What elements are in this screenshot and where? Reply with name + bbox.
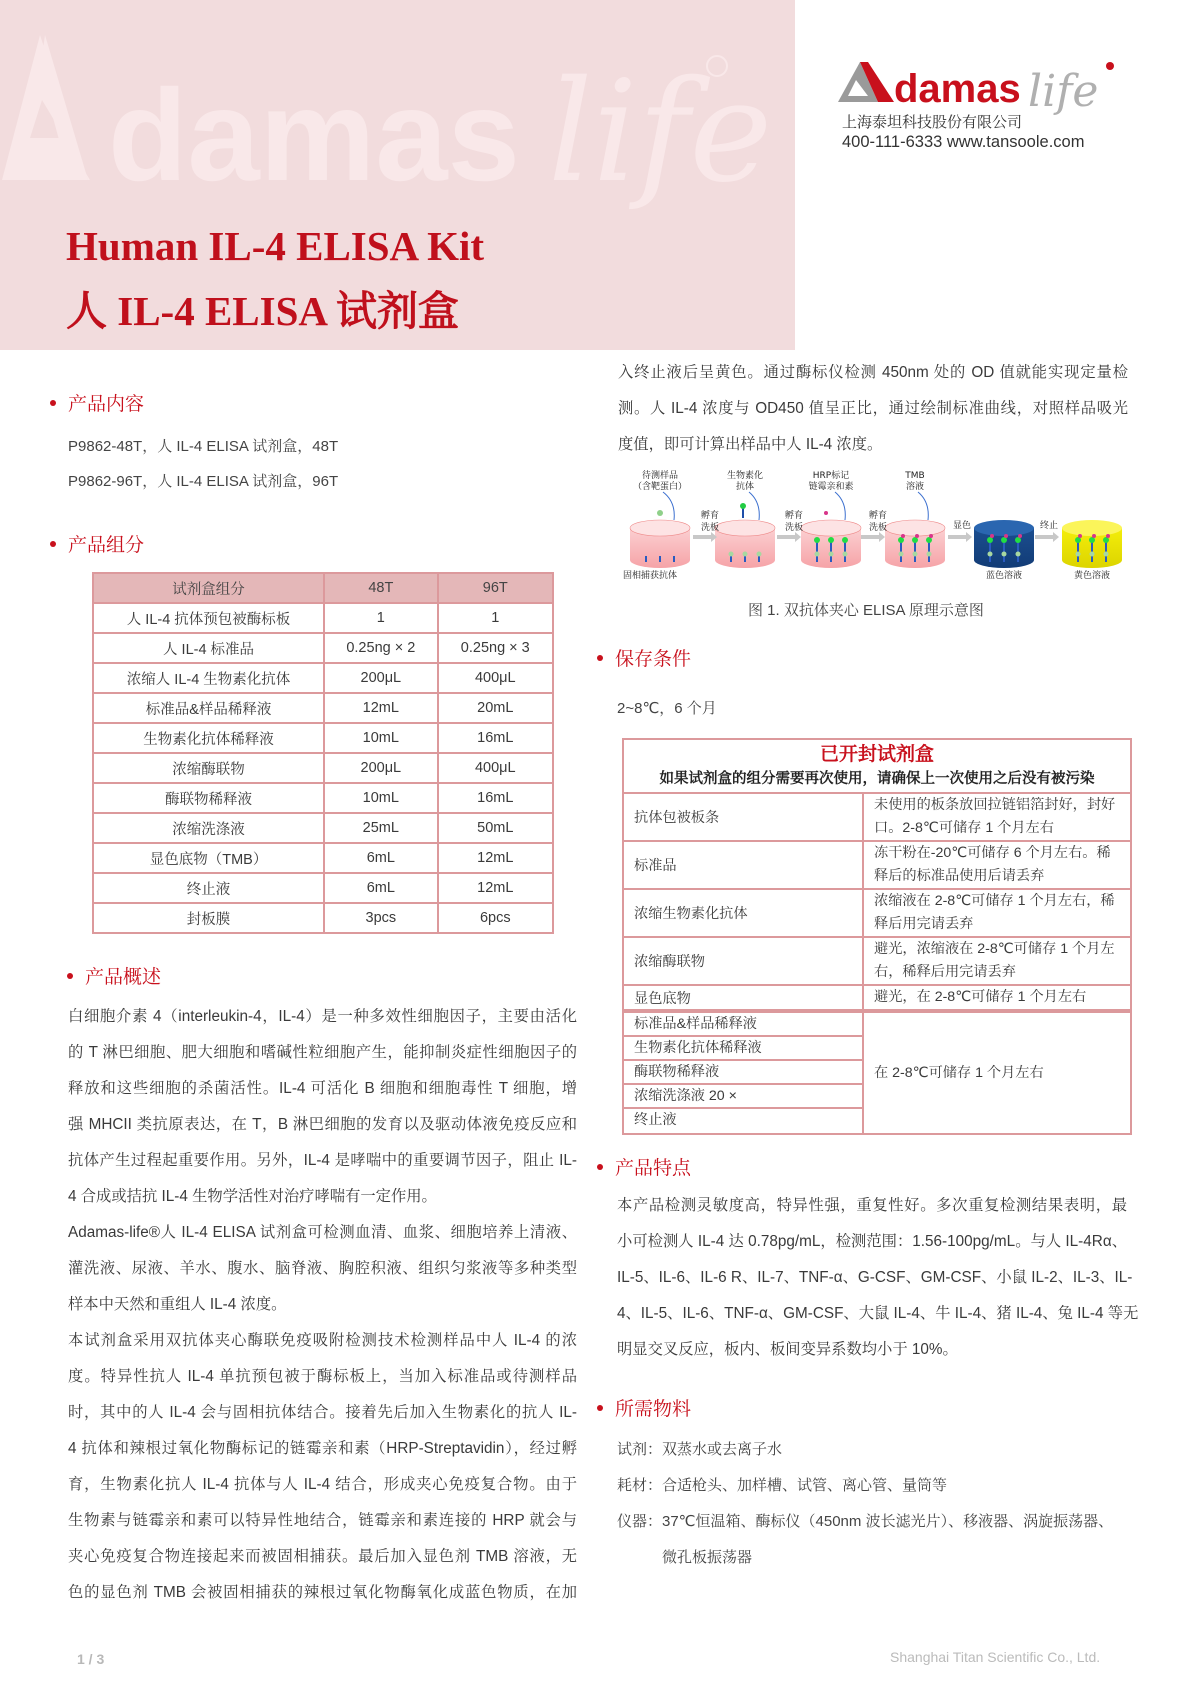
text-line: 本产品检测灵敏度高，特异性强，重复性好。多次重复检测结果表明，最 [617,1197,1127,1214]
text-line: 入终止液后呈黄色。通过酶标仪检测 450nm 处的 OD 值就能实现定量检 [618,364,1128,381]
storage-item: 终止液 [634,1112,677,1128]
table-row [93,783,553,813]
section-heading-contents [50,389,144,416]
storage-item: 生物素化抗体稀释液 [624,1037,862,1061]
storage-note: 未使用的板条放回拉链铝箔封好，封好口。2-8℃可储存 1 个月左右 [874,797,1116,836]
text-line: 4、IL-5、IL-6、TNF-α、GM-CSF、大鼠 IL-4、牛 IL-4、猪 IL-4、兔 IL-4 等无 [617,1305,1139,1322]
storage-item: 标准品 [624,842,864,888]
component-name: 人 IL-4 标准品 [93,633,324,663]
label-incubate: 孵育 [700,511,720,521]
section-title: 产品概述 [85,967,162,988]
label-wash: 洗板 [784,523,804,533]
component-name: 生物素化抗体稀释液 [93,723,324,753]
features-paragraph [617,1188,1139,1368]
label-sample-2: （含靶蛋白） [632,482,688,492]
label-incubate: 孵育 [868,511,888,521]
label-incubate: 孵育 [784,511,804,521]
component-quantity: 3pcs [324,903,437,933]
component-quantity: 16mL [438,783,553,813]
section-title: 产品内容 [68,394,145,415]
product-title-en: Human IL-4 ELISA Kit [66,223,485,269]
elisa-principle-diagram [618,470,1138,586]
text-line: 度。特异性抗人 IL-4 单抗预包被于酶标板上，当加入标准品或待测样品 [68,1368,577,1385]
text-line: 明显交叉反应，板内、板间变异系数均小于 10%。 [617,1341,958,1358]
text-line: 度值，即可计算出样品中人 IL-4 浓度。 [618,436,883,453]
figure-caption: 图 1. 双抗体夹心 ELISA 原理示意图 [748,602,984,619]
storage-group-note: 在 2-8℃可储存 1 个月左右 [874,1064,1044,1081]
materials-instruments-cont: 微孔板振荡器 [662,1549,753,1566]
label-yellow-solution: 黄色溶液 [1073,571,1111,581]
overview-paragraph-3-continued [618,355,1128,463]
overview-paragraph-2 [68,1215,577,1323]
storage-row [624,794,1130,842]
table-row [93,813,553,843]
text-line: 灌洗液、尿液、羊水、腹水、脑脊液、胸腔积液、组织匀浆液等多种类型 [68,1260,577,1277]
text-line: 生物素与链霉亲和素可以特异性地结合，链霉亲和素连接的 HRP 就会与 [68,1512,577,1529]
svg-text:damas: damas [108,62,520,208]
component-name: 封板膜 [93,903,324,933]
storage-item: 抗体包被板条 [624,794,864,840]
materials-consumables: 耗材：合适枪头、加样槽、试管、离心管、量筒等 [617,1477,948,1494]
component-quantity: 50mL [438,813,553,843]
table-row [93,723,553,753]
materials-reagent: 试剂：双蒸水或去离子水 [617,1441,783,1458]
bullet-icon [597,655,603,661]
tmb-well-icon [885,520,945,568]
arrow-icon [948,532,972,542]
component-quantity: 400μL [438,663,553,693]
text-line: 抗体产生过程起重要作用。另外，IL-4 是哮喘中的重要调节因子，阻止 IL- [68,1152,577,1169]
table-row [93,663,553,693]
label-tmb-2: 溶液 [905,482,925,492]
section-heading-materials [597,1394,691,1421]
company-name-cn: 上海泰坦科技股份有限公司 [842,114,1023,131]
component-quantity: 25mL [324,813,437,843]
target-protein-icon [657,510,663,516]
table-row [93,903,553,933]
storage-item: 显色底物 [624,986,864,1009]
bullet-icon [67,973,73,979]
text-line: 时，其中的人 IL-4 会与固相抗体结合。接着先后加入生物素化的抗人 IL- [68,1404,577,1421]
component-name: 显色底物（TMB） [93,843,324,873]
section-heading-components [50,530,144,557]
storage-item: 浓缩酶联物 [624,938,864,984]
component-name: 终止液 [93,873,324,903]
materials-instruments: 仪器：37℃恒温箱、酶标仪（450nm 波长滤光片）、移液器、涡旋振荡器、 [617,1513,1114,1530]
section-title: 保存条件 [615,649,692,670]
storage-note: 避光，在 2-8℃可储存 1 个月左右 [874,989,1087,1005]
storage-row [624,986,1130,1011]
section-heading-overview [67,962,161,989]
label-hrp-2: 链霉亲和素 [808,482,854,492]
component-name: 浓缩人 IL-4 生物素化抗体 [93,663,324,693]
arrow-icon [777,532,801,542]
bullet-icon [50,400,56,406]
label-stop: 终止 [1039,521,1059,531]
text-line: 4 合成或拮抗 IL-4 生物学活性对治疗哮喘有一定作用。 [68,1188,437,1205]
label-blue-solution: 蓝色溶液 [985,571,1023,581]
storage-table-subtitle: 如果试剂盒的组分需要再次使用，请确保上一次使用之后没有被污染 [659,771,1095,787]
component-quantity: 200μL [324,753,437,783]
svg-text:life: life [1028,66,1099,117]
text-line: 育，生物素化抗人 IL-4 抗体与人 IL-4 结合，形成夹心免疫复合物。由于 [68,1476,577,1493]
text-line: IL-5、IL-6、IL-6 R、IL-7、TNF-α、G-CSF、GM-CSF、小鼠 IL-2、IL-3、IL- [617,1269,1133,1286]
text-line: 测。人 IL-4 浓度与 OD450 值呈正比，通过绘制标准曲线，对照样品吸光 [618,400,1128,417]
section-title: 所需物料 [615,1399,692,1420]
label-wash: 洗板 [700,523,720,533]
component-quantity: 1 [438,603,553,633]
section-heading-storage [597,644,691,671]
biotin-well-icon [715,520,775,568]
storage-table-title: 已开封试剂盒 [819,744,934,765]
table-row [93,693,553,723]
label-capture: 固相捕获抗体 [622,571,678,581]
component-quantity: 12mL [438,843,553,873]
component-quantity: 200μL [324,663,437,693]
text-line: 4 抗体和辣根过氧化物酶标记的链霉亲和素（HRP-Streptavidin），经过孵 [68,1440,577,1457]
capture-well-icon [630,520,690,568]
storage-item: 浓缩生物素化抗体 [624,890,864,936]
text-line: 释放和这些细胞的杀菌活性。IL-4 可活化 B 细胞和细胞毒性 T 细胞，增 [68,1080,577,1097]
product-title-cn: 人 IL-4 ELISA 试剂盒 [66,288,460,334]
component-name: 人 IL-4 抗体预包被酶标板 [93,603,324,633]
storage-item: 酶联物稀释液 [624,1061,862,1085]
storage-group-row [624,1013,1130,1133]
component-name: 标准品&样品稀释液 [93,693,324,723]
table-row [93,873,553,903]
text-line: 色的显色剂 TMB 会被固相捕获的辣根过氧化物酶氧化成蓝色物质，在加 [68,1584,577,1601]
component-quantity: 6mL [324,843,437,873]
component-quantity: 10mL [324,723,437,753]
arrow-icon [1035,532,1059,542]
text-line: 夹心免疫复合物连接起来而被固相捕获。最后加入显色剂 TMB 溶液，无 [68,1548,577,1565]
label-biotin-2: 抗体 [735,482,755,492]
column-header: 试剂盒组分 [93,573,324,603]
section-title: 产品组分 [68,535,145,556]
storage-item: 浓缩洗涤液 20 × [624,1085,862,1109]
opened-kit-storage-table [622,738,1132,1135]
component-name: 浓缩酶联物 [93,753,324,783]
section-title: 产品特点 [615,1158,692,1179]
label-hrp: HRP标记 [812,471,850,481]
label-biotin: 生物素化 [726,471,764,481]
hrp-icon [824,511,828,515]
section-heading-features [597,1153,691,1180]
page-number: 1 / 3 [77,1651,105,1667]
svg-text:damas: damas [894,67,1021,111]
yellow-well-icon [1062,520,1122,568]
storage-summary: 2~8℃，6 个月 [617,700,717,717]
storage-row [624,890,1130,938]
overview-paragraph-1 [68,999,577,1215]
bullet-icon [50,541,56,547]
label-sample: 待测样品 [641,471,679,481]
storage-note: 浓缩液在 2-8℃可储存 1 个月左右，稀释后用完请丢弃 [874,893,1115,932]
component-quantity: 400μL [438,753,553,783]
text-line: 的 T 淋巴细胞、肥大细胞和嗜碱性粒细胞产生，能抑制炎症性细胞因子的 [68,1044,577,1061]
adamas-watermark-logo [0,30,795,210]
table-header-row [93,573,553,603]
label-develop: 显色 [952,521,972,531]
blue-well-icon [974,520,1034,568]
component-quantity: 6pcs [438,903,553,933]
component-quantity: 10mL [324,783,437,813]
table-row [93,603,553,633]
component-quantity: 12mL [324,693,437,723]
component-name: 酶联物稀释液 [93,783,324,813]
component-quantity: 1 [324,603,437,633]
storage-row [624,938,1130,986]
content-item: P9862-48T，人 IL-4 ELISA 试剂盒，48T [68,438,339,455]
component-quantity: 6mL [324,873,437,903]
component-name: 浓缩洗涤液 [93,813,324,843]
storage-table-header [624,740,1130,794]
header-banner [0,0,795,350]
text-line: Adamas-life®人 IL-4 ELISA 试剂盒可检测血清、血浆、细胞培养上清液、 [68,1224,577,1241]
text-line: 强 MHCII 类抗原表达，在 T，B 淋巴细胞的发育以及驱动体液免疫反应和 [68,1116,577,1133]
bullet-icon [597,1405,603,1411]
label-tmb: TMB [905,471,925,481]
label-wash: 洗板 [868,523,888,533]
hrp-well-icon [801,520,861,568]
table-row [93,843,553,873]
svg-text:life: life [548,51,773,210]
component-quantity: 12mL [438,873,553,903]
component-quantity: 0.25ng × 3 [438,633,553,663]
storage-note: 避光，浓缩液在 2-8℃可储存 1 个月左右，稀释后用完请丢弃 [874,941,1115,980]
column-header: 48T [324,573,437,603]
bullet-icon [597,1164,603,1170]
storage-row [624,842,1130,890]
component-quantity: 0.25ng × 2 [324,633,437,663]
components-table [92,572,554,934]
component-quantity: 20mL [438,693,553,723]
text-line: 白细胞介素 4（interleukin-4，IL-4）是一种多效性细胞因子，主要由活化 [68,1008,577,1025]
biotin-antibody-icon [740,503,746,518]
text-line: 小可检测人 IL-4 达 0.78pg/mL，检测范围：1.56-100pg/mL。与人 IL-4Rα、 [617,1233,1127,1250]
footer-company: Shanghai Titan Scientific Co., Ltd. [890,1649,1101,1665]
text-line: 本试剂盒采用双抗体夹心酶联免疫吸附检测技术检测样品中人 IL-4 的浓 [68,1332,577,1349]
overview-paragraph-3 [68,1323,577,1611]
storage-item: 标准品&样品稀释液 [624,1013,862,1037]
table-row [93,633,553,663]
content-item: P9862-96T，人 IL-4 ELISA 试剂盒，96T [68,473,339,490]
company-contact: 400-111-6333 www.tansoole.com [842,133,1085,151]
column-header: 96T [438,573,553,603]
table-row [93,753,553,783]
arrow-icon [861,532,885,542]
arrow-icon [693,532,717,542]
component-quantity: 16mL [438,723,553,753]
text-line: 样本中天然和重组人 IL-4 浓度。 [68,1296,287,1313]
storage-note: 冻干粉在-20℃可储存 6 个月左右。稀释后的标准品使用后请丢弃 [874,845,1111,884]
